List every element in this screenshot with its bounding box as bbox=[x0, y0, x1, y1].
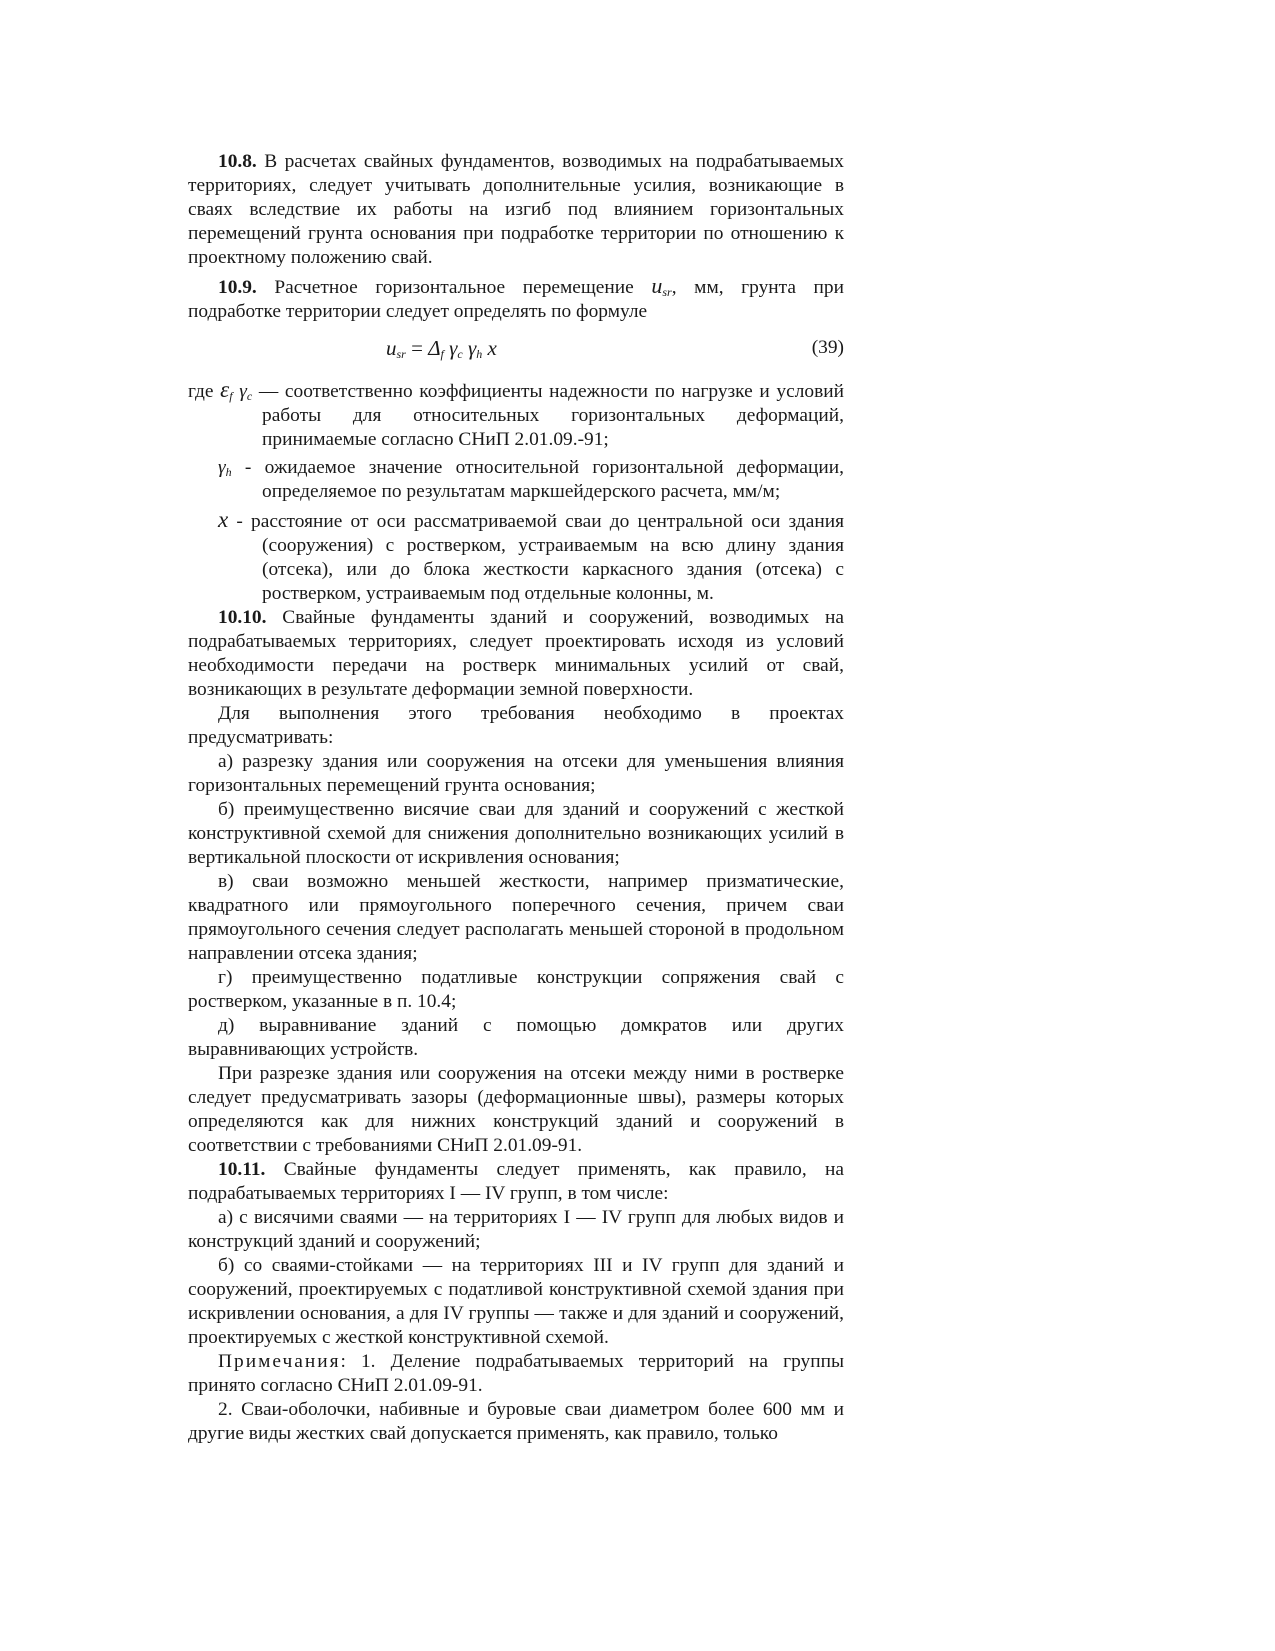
list-item-d: д) выравнивание зданий с помощью домкратов или других выравнивающих устройств. bbox=[188, 1015, 844, 1060]
definition-epsilon-gamma-c: где $\varepsilon_f$ $\gamma_c$ — соответственно коэффициенты надежности по нагрузке и условий работы для относительных горизонтальных деформаций, принимаемые согласно СНиП 2.01.09.-91; bbox=[188, 377, 844, 450]
list-item-11-a: а) с висячими сваями — на территориях I — IV групп для любых видов и конструкций зданий и сооружений; bbox=[188, 1207, 844, 1252]
definition-gamma-h: $\gamma_h$ - ожидаемое значение относительной горизонтальной деформации, определяемое по результатам маркшейдерского расчета, мм/м; bbox=[218, 457, 844, 502]
list-item-v: в) сваи возможно меньшей жесткости, например призматические, квадратного или прямоугольного поперечного сечения, причем сваи прямоугольного сечения следует располагать меньшей стороной в продольном направлении отсека здания; bbox=[188, 871, 844, 964]
formula-39 bbox=[188, 336, 844, 364]
note-2: 2. Сваи-оболочки, набивные и буровые сваи диаметром более 600 мм и другие виды жестких свай допускается применять, как правило, только bbox=[188, 1399, 844, 1444]
clause-number: 10.8. bbox=[218, 151, 257, 172]
note-label: Примечания bbox=[218, 1351, 341, 1372]
formula-expression: $u_{sr} = \Delta_f$ $\gamma_c$ $\gamma_h$ x bbox=[386, 336, 497, 361]
formula-number: (39) bbox=[811, 337, 844, 358]
clause-number: 10.10. bbox=[218, 607, 267, 628]
paragraph-10-8: 10.8. В расчетах свайных фундаментов, возводимых на подрабатываемых территориях, следует учитывать дополнительные усилия, возникающие в сваях вследствие их работы на изгиб под влиянием горизонтальных перемещений грунта основания при подработке территории по отношению к проектному положению свай. bbox=[188, 151, 844, 268]
paragraph-deformation-joints: При разрезке здания или сооружения на отсеки между ними в ростверке следует предусматривать зазоры (деформационные швы), размеры которых определяются как для нижних конструкций зданий и сооружений в соответствии с требованиями СНиП 2.01.09-91. bbox=[188, 1063, 844, 1156]
list-item-11-b: б) со сваями-стойками — на территориях III и IV групп для зданий и сооружений, проектируемых с податливой конструктивной схемой здания при искривлении основания, а для IV группы — также и для зданий и сооружений, проектируемых с жесткой конструктивной схемой. bbox=[188, 1255, 844, 1348]
clause-number: 10.11. bbox=[218, 1159, 266, 1180]
document-page bbox=[188, 150, 844, 1446]
paragraph-10-11: 10.11. Свайные фундаменты следует применять, как правило, на подрабатываемых территориях I — IV групп, в том числе: bbox=[188, 1159, 844, 1204]
list-item-a: а) разрезку здания или сооружения на отсеки для уменьшения влияния горизонтальных перемещений грунта основания; bbox=[188, 751, 844, 796]
definition-x: x - расстояние от оси рассматриваемой сваи до центральной оси здания (сооружения) с ростверком, устраиваемым на всю длину здания (отсека), или до блока жесткости каркасного здания (отсека) с ростверком, устраиваемым под отдельные колонны, м. bbox=[218, 507, 844, 604]
note-1: Примечания: 1. Деление подрабатываемых территорий на группы принято согласно СНиП 2.01.09-91. bbox=[188, 1351, 844, 1396]
paragraph-10-9: 10.9. Расчетное горизонтальное перемещение $u_{sr}$, мм, грунта при подработке территории следует определять по формуле bbox=[188, 273, 845, 322]
clause-number: 10.9. bbox=[218, 277, 257, 298]
paragraph-10-10: 10.10. Свайные фундаменты зданий и сооружений, возводимых на подрабатываемых территориях, следует проектировать исходя из условий необходимости передачи на ростверк минимальных усилий от свай, возникающих в результате деформации земной поверхности. bbox=[188, 607, 844, 700]
paragraph-requirements: Для выполнения этого требования необходимо в проектах предусматривать: bbox=[188, 703, 844, 748]
list-item-b: б) преимущественно висячие сваи для зданий и сооружений с жесткой конструктивной схемой для снижения дополнительно возникающих усилий в вертикальной плоскости от искривления основания; bbox=[188, 799, 844, 868]
list-item-g: г) преимущественно податливые конструкции сопряжения свай с ростверком, указанные в п. 10.4; bbox=[188, 967, 844, 1012]
